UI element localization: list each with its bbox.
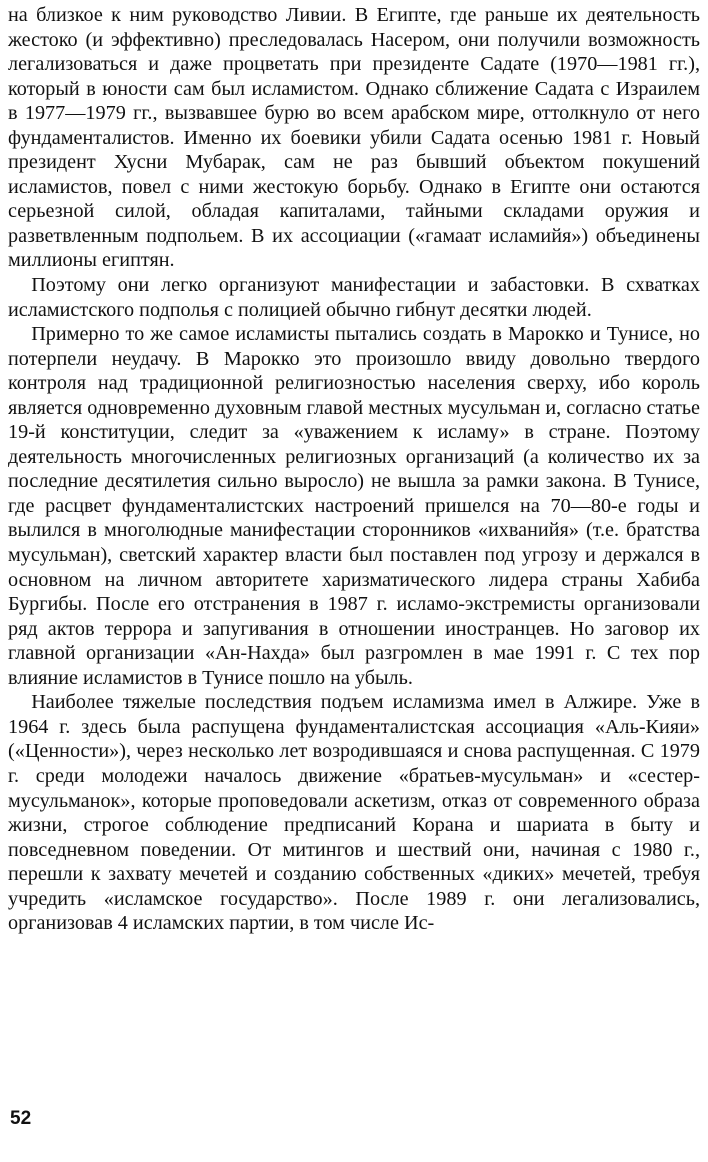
paragraph-strikes: Поэтому они легко организуют манифестации и забастовки. В схватках исламистского подполья с полицией обычно гибнут десятки людей. bbox=[8, 274, 700, 321]
paragraph-egypt: на близкое к ним руководство Ливии. В Египте, где раньше их деятельность жестоко (и эффективно) преследовалась Насером, они получили возможность легализоваться и даже процветать при президенте Садате (1970—1981 гг.), который в юности сам был исламистом. Однако сближение Садата с Израилем в 1977—1979 гг., вызвавшее бурю во всем арабском мире, оттолкнуло от него фундаменталистов. Именно их боевики убили Садата осенью 1981 г. Новый президент Хусни Мубарак, сам не раз бывший объектом покушений исламистов, повел с ними жестокую борьбу. Однако в Египте они остаются серьезной силой, обладая капиталами, тайными складами оружия и разветвленным подпольем. В их ассоциации («гамаат исламийя») объединены миллионы египтян. bbox=[8, 4, 700, 272]
page-body bbox=[8, 3, 700, 936]
paragraph-morocco-tunisia: Примерно то же самое исламисты пытались создать в Марокко и Тунисе, но потерпели неудачу. В Марокко это произошло ввиду довольно твердого контроля над традиционной религиозностью населения сверху, ибо король является одновременно духовным главой местных мусульман и, согласно статье 19-й конституции, следит за «уважением к исламу» в стране. Поэтому деятельность многочисленных религиозных организаций (а количество их за последние десятилетия сильно выросло) не вышла за рамки закона. В Тунисе, где расцвет фундаменталистских настроений пришелся на 70—80-е годы и вылился в многолюдные манифестации сторонников «ихванийя» (т.е. братства мусульман), светский характер власти был поставлен под угрозу и держался в основном на личном авторитете харизматического лидера страны Хабиба Бургибы. После его отстранения в 1987 г. исламо-экстремисты организовали ряд актов террора и запугивания в отношении иностранцев. Но заговор их главной организации «Ан-Нахда» был разгромлен в мае 1991 г. С тех пор влияние исламистов в Тунисе пошло на убыль. bbox=[8, 323, 700, 689]
page-number: 52 bbox=[10, 1108, 32, 1129]
paragraph-algeria: Наиболее тяжелые последствия подъем исламизма имел в Алжире. Уже в 1964 г. здесь была распущена фундаменталистская ассоциация «Аль-Кияи» («Ценности»), через несколько лет возродившаяся и снова распущенная. С 1979 г. среди молодежи началось движение «братьев-мусульман» и «сестер-мусульманок», которые проповедовали аскетизм, отказ от современного образа жизни, строгое соблюдение предписаний Корана и шариата в быту и повседневном поведении. От митингов и шествий они, начиная с 1980 г., перешли к захвату мечетей и созданию собственных «диких» мечетей, требуя учредить «исламское государство». После 1989 г. они легализовались, организовав 4 исламских партии, в том числе Ис- bbox=[8, 691, 700, 935]
